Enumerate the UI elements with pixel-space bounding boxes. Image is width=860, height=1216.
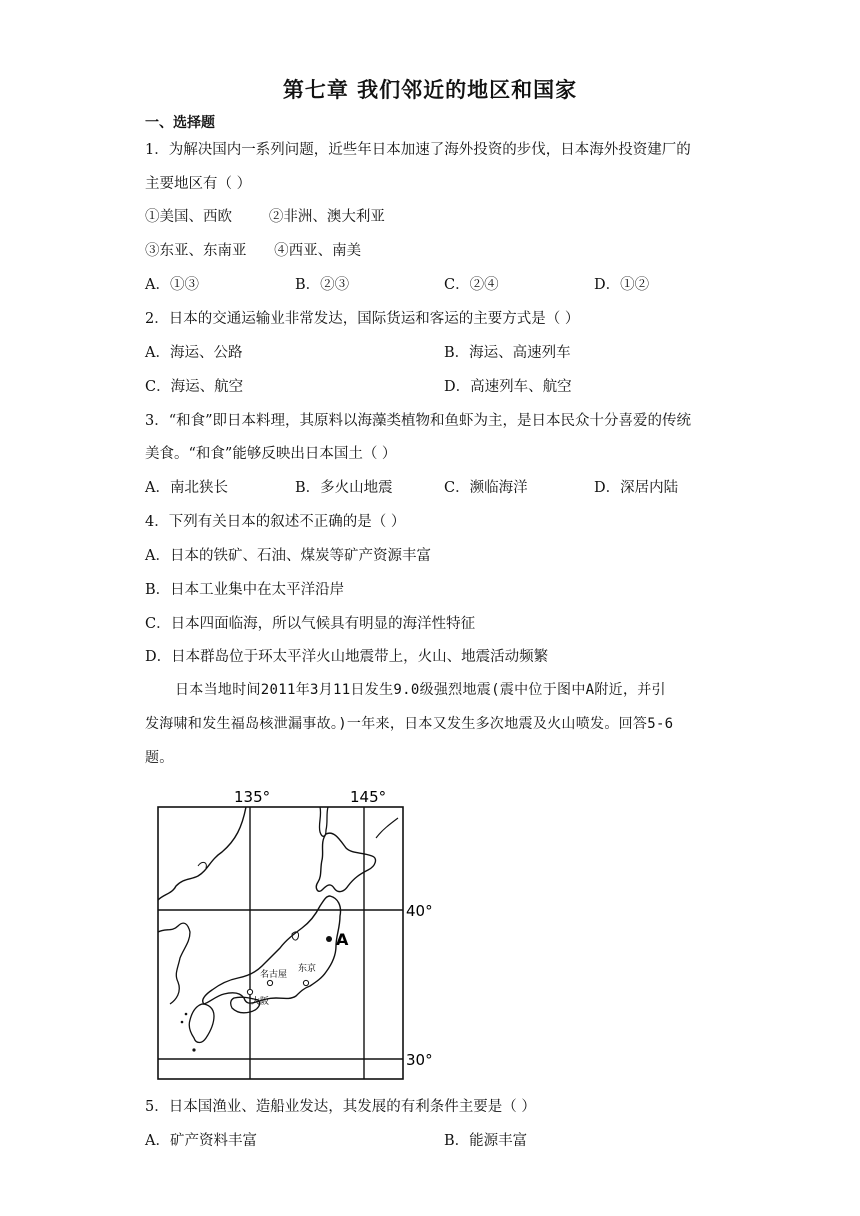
passage-line1: 日本当地时间2011年3月11日发生9.0级强烈地震(震中位于图中A附近，并引 [175, 682, 666, 698]
sakhalin-outline [319, 807, 328, 836]
lat-label-30: 30° [406, 1051, 433, 1069]
lon-label-135: 135° [234, 788, 271, 806]
q4-option-b: B．日本工业集中在太平洋沿岸 [145, 582, 345, 598]
q4-stem: 4．下列有关日本的叙述不正确的是（ ） [145, 514, 406, 530]
q3-option-d: D．深居内陆 [594, 480, 679, 496]
osaka-label: 大阪 [251, 997, 270, 1007]
q1-items-line1: ①美国、西欧 ②非洲、澳大利亚 [145, 209, 385, 225]
tokyo-marker [303, 980, 308, 985]
q5-option-a: A．矿产资料丰富 [145, 1133, 257, 1149]
section-heading: 一、选择题 [145, 115, 215, 131]
korea-coast [158, 923, 190, 1004]
lat-label-40: 40° [406, 902, 433, 920]
q4-option-c: C．日本四面临海，所以气候具有明显的海洋性特征 [145, 616, 476, 632]
q4-option-a: A．日本的铁矿、石油、煤炭等矿产资源丰富 [145, 548, 431, 564]
lon-label-145: 145° [350, 788, 387, 806]
q1-stem-line1: 1．为解决国内一系列问题，近些年日本加速了海外投资的步伐，日本海外投资建厂的 [145, 142, 691, 158]
kuril-islands [376, 818, 398, 838]
q3-option-a: A．南北狭长 [145, 480, 228, 496]
tokyo-label: 东京 [298, 964, 317, 974]
q2-option-a: A．海运、公路 [145, 345, 243, 361]
nagoya-label: 名古屋 [260, 970, 288, 980]
epicenter-a-marker [326, 936, 332, 942]
passage [145, 673, 720, 775]
q2-option-d: D．高速列车、航空 [444, 379, 572, 395]
nagoya-marker [267, 980, 272, 985]
q1-option-d: D．①② [594, 277, 650, 293]
passage-line3: 题。 [145, 750, 174, 766]
q2-option-b: B．海运、高速列车 [444, 345, 571, 361]
q5-stem: 5．日本国渔业、造船业发达，其发展的有利条件主要是（ ） [145, 1099, 536, 1115]
page-title: 第七章 我们邻近的地区和国家 [282, 78, 578, 102]
island-dot [185, 1013, 188, 1016]
q5-option-b: B．能源丰富 [444, 1133, 528, 1149]
island-dot [181, 1021, 184, 1024]
q3-option-b: B．多火山地震 [295, 480, 393, 496]
q1-option-a: A．①③ [145, 277, 199, 293]
q3-option-c: C．濒临海洋 [444, 480, 528, 496]
q1-stem-line2: 主要地区有（ ） [145, 176, 252, 192]
q1-option-c: C．②④ [444, 277, 499, 293]
q2-option-c: C．海运、航空 [145, 379, 244, 395]
q1-items-line2: ③东亚、东南亚 ④西亚、南美 [145, 243, 362, 259]
hokkaido-outline [316, 833, 375, 892]
island-dot [192, 1048, 195, 1051]
q3-stem-line2: 美食。“和食”能够反映出日本国土（ ） [145, 446, 397, 462]
japan-map [150, 782, 450, 1087]
asia-coast [158, 807, 246, 900]
q3-stem-line1: 3．“和食”即日本料理，其原料以海藻类植物和鱼虾为主，是日本民众十分喜爱的传统 [145, 413, 692, 429]
passage-line2: 发海啸和发生福岛核泄漏事故。)一年来，日本又发生多次地震及火山喷发。回答5-6 [145, 716, 674, 732]
q1-option-b: B．②③ [295, 277, 350, 293]
q2-stem: 2．日本的交通运输业非常发达，国际货运和客运的主要方式是（ ） [145, 311, 580, 327]
honshu-outline [203, 896, 341, 1004]
coast-detail [198, 862, 206, 868]
osaka-marker [247, 989, 252, 994]
kyushu-outline [189, 1004, 214, 1043]
epicenter-a-label: A [336, 930, 349, 949]
q4-option-d: D．日本群岛位于环太平洋火山地震带上，火山、地震活动频繁 [145, 649, 549, 665]
